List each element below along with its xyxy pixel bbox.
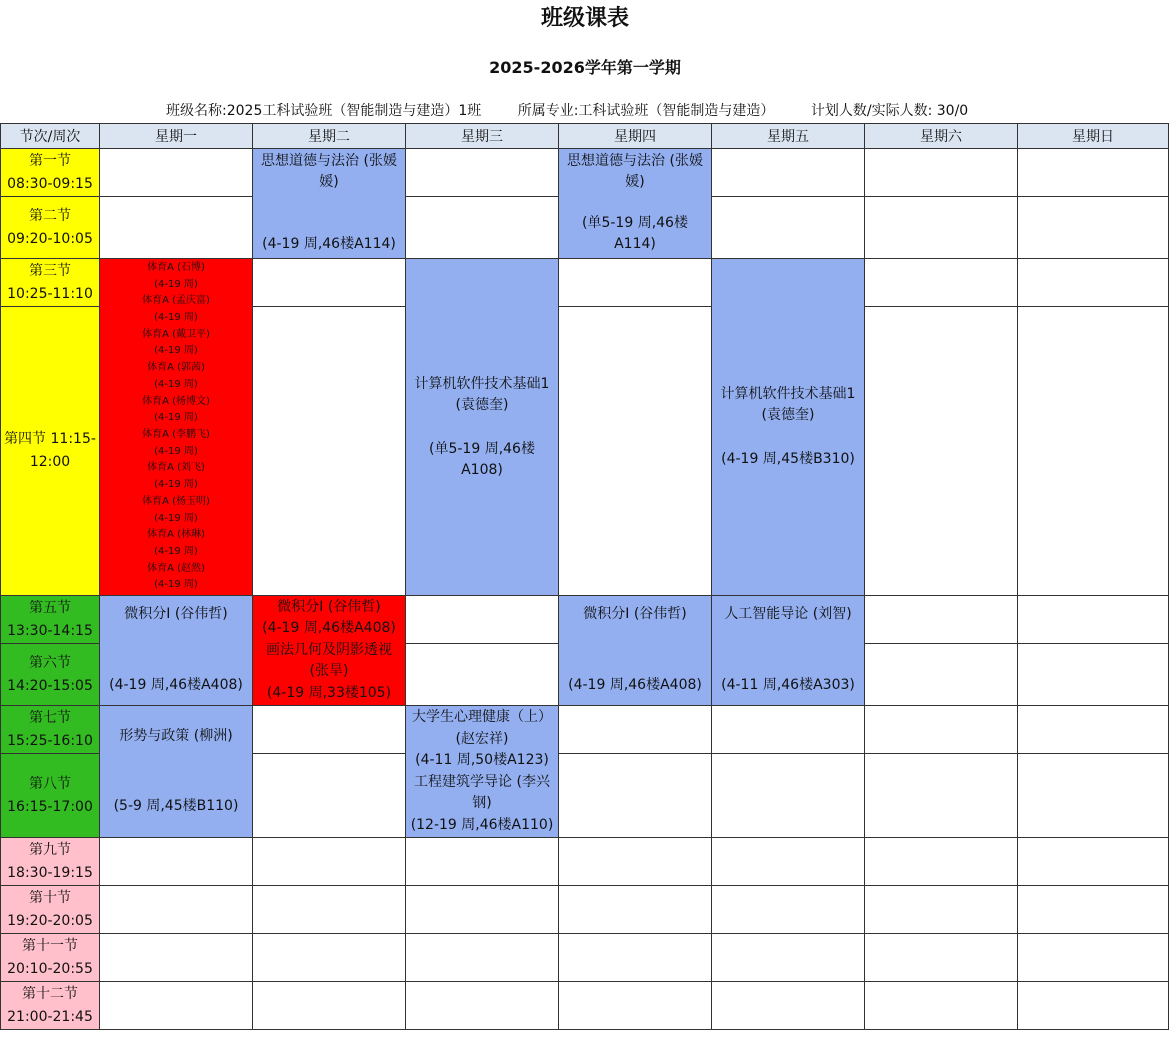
course-cell[interactable] <box>406 259 559 596</box>
empty-slot[interactable] <box>865 596 1018 644</box>
empty-slot[interactable] <box>100 149 253 197</box>
period-row <box>1 838 1169 886</box>
empty-slot[interactable] <box>712 982 865 1030</box>
empty-slot[interactable] <box>712 934 865 982</box>
empty-slot[interactable] <box>253 886 406 934</box>
course-name: 计算机软件技术基础1 (袁德奎) <box>414 375 550 413</box>
period-label: 第五节 13:30-14:15 <box>1 596 100 644</box>
course-name: 思想道德与法治 (张媛媛) <box>567 153 703 190</box>
period-row <box>1 596 1169 644</box>
empty-slot[interactable] <box>865 838 1018 886</box>
headcount: 计划人数/实际人数: 30/0 <box>810 103 969 119</box>
course-detail: (4-11 周,46楼A303) <box>721 677 855 693</box>
course-detail: (4-19 周) <box>154 278 198 290</box>
period-label: 第四节 11:15- 12:00 <box>1 307 100 596</box>
empty-slot[interactable] <box>253 754 406 838</box>
empty-slot[interactable] <box>1018 596 1169 644</box>
empty-slot[interactable] <box>406 934 559 982</box>
empty-slot[interactable] <box>253 838 406 886</box>
empty-slot[interactable] <box>865 149 1018 197</box>
day-header-wed: 星期三 <box>406 124 559 149</box>
course-name: 思想道德与法治 (张媛媛) <box>261 153 397 190</box>
course-detail: (4-19 周,46楼A114) <box>262 236 396 252</box>
course-detail: (4-19 周) <box>154 445 198 457</box>
empty-slot[interactable] <box>865 197 1018 259</box>
course-detail: (4-19 周,46楼A408) <box>109 677 243 693</box>
course-name: 体育A (杨玉明) <box>142 495 210 507</box>
timetable <box>0 123 1169 1030</box>
empty-slot[interactable] <box>559 886 712 934</box>
course-detail: (4-19 周) <box>154 345 198 357</box>
course-name: 体育A (赵然) <box>147 562 205 574</box>
course-name: 画法几何及阴影透视 <box>266 641 392 658</box>
course-detail: (4-19 周) <box>154 312 198 324</box>
empty-slot[interactable] <box>100 982 253 1030</box>
empty-slot[interactable] <box>406 982 559 1030</box>
empty-slot[interactable] <box>1018 307 1169 596</box>
empty-slot[interactable] <box>406 596 559 644</box>
empty-slot[interactable] <box>559 754 712 838</box>
class-info <box>166 101 968 121</box>
day-header-thu: 星期四 <box>559 124 712 149</box>
course-name: 钢) <box>472 795 492 811</box>
course-detail: (12-19 周,46楼A110) <box>410 816 554 833</box>
empty-slot[interactable] <box>865 307 1018 596</box>
course-detail: (4-19 周) <box>154 545 198 557</box>
empty-slot[interactable] <box>712 706 865 754</box>
empty-slot[interactable] <box>1018 754 1169 838</box>
empty-slot[interactable] <box>865 754 1018 838</box>
period-label: 第十节 19:20-20:05 <box>1 886 100 934</box>
empty-slot[interactable] <box>865 259 1018 307</box>
period-label: 第二节 09:20-10:05 <box>1 197 100 259</box>
period-label: 第十二节 21:00-21:45 <box>1 982 100 1030</box>
empty-slot[interactable] <box>253 934 406 982</box>
period-label: 第九节 18:30-19:15 <box>1 838 100 886</box>
empty-slot[interactable] <box>559 706 712 754</box>
course-name: 体育A (杨博文) <box>142 395 210 407</box>
empty-slot[interactable] <box>1018 886 1169 934</box>
course-name: 工程建筑学导论 (李兴 <box>414 773 550 790</box>
empty-slot[interactable] <box>253 706 406 754</box>
empty-slot[interactable] <box>712 149 865 197</box>
period-label: 第十一节 20:10-20:55 <box>1 934 100 982</box>
empty-slot[interactable] <box>1018 934 1169 982</box>
course-cell[interactable] <box>559 596 712 706</box>
empty-slot[interactable] <box>406 149 559 197</box>
class-name: 班级名称:2025工科试验班（智能制造与建造）1班 <box>166 103 482 119</box>
course-name: 体育A (戴卫平) <box>142 328 210 340</box>
major: 所属专业:工科试验班（智能制造与建造） <box>517 103 775 119</box>
period-label: 第七节 15:25-16:10 <box>1 706 100 754</box>
course-cell[interactable] <box>100 596 253 706</box>
course-cell-conflict[interactable] <box>253 596 406 706</box>
course-cell[interactable] <box>559 149 712 259</box>
course-name: 微积分I (谷伟哲) <box>277 598 381 615</box>
day-header-tue: 星期二 <box>253 124 406 149</box>
period-label: 第三节 10:25-11:10 <box>1 259 100 307</box>
day-header-mon: 星期一 <box>100 124 253 149</box>
course-detail: (4-19 周,46楼A408) <box>262 620 396 637</box>
empty-slot[interactable] <box>406 197 559 259</box>
course-detail: (单5-19 周,46楼A114) <box>582 215 688 252</box>
course-detail: (4-19 周,45楼B310) <box>721 451 855 467</box>
period-row <box>1 934 1169 982</box>
course-detail: (4-19 周) <box>154 579 198 591</box>
header-row <box>1 124 1169 149</box>
empty-slot[interactable] <box>1018 706 1169 754</box>
course-name: 体育A (林琳) <box>147 529 205 541</box>
term-subtitle: 2025-2026学年第一学期 <box>489 58 681 77</box>
course-detail: (4-11 周,50楼A123) <box>415 752 549 768</box>
course-cell-conflict[interactable] <box>100 259 253 596</box>
day-header-sun: 星期日 <box>1018 124 1169 149</box>
empty-slot[interactable] <box>253 307 406 596</box>
course-detail: (4-19 周) <box>154 378 198 390</box>
empty-slot[interactable] <box>1018 197 1169 259</box>
empty-slot[interactable] <box>253 259 406 307</box>
empty-slot[interactable] <box>1018 982 1169 1030</box>
period-row <box>1 259 1169 307</box>
course-name: 微积分I (谷伟哲) <box>124 606 228 622</box>
course-cell[interactable] <box>712 596 865 706</box>
empty-slot[interactable] <box>559 934 712 982</box>
empty-slot[interactable] <box>406 886 559 934</box>
course-name: 体育A (李鹏飞) <box>142 429 210 440</box>
course-detail: (4-19 周) <box>154 512 198 524</box>
course-cell[interactable] <box>712 259 865 596</box>
empty-slot[interactable] <box>406 644 559 706</box>
course-name: 体育A (刘飞) <box>147 462 205 474</box>
course-name: 形势与政策 (柳洲) <box>119 728 233 744</box>
course-detail: (单5-19 周,46楼A108) <box>429 440 535 478</box>
empty-slot[interactable] <box>712 838 865 886</box>
period-row <box>1 982 1169 1030</box>
course-detail: (5-9 周,45楼B110) <box>113 798 239 814</box>
empty-slot[interactable] <box>865 934 1018 982</box>
course-name: (赵宏祥) <box>455 730 509 747</box>
empty-slot[interactable] <box>559 307 712 596</box>
empty-slot[interactable] <box>712 197 865 259</box>
empty-slot[interactable] <box>100 838 253 886</box>
day-header-fri: 星期五 <box>712 124 865 149</box>
course-name: 体育A (孟庆富) <box>142 295 210 307</box>
period-row <box>1 149 1169 197</box>
page-title: 班级课表 <box>540 6 629 31</box>
empty-slot[interactable] <box>253 982 406 1030</box>
empty-slot[interactable] <box>559 982 712 1030</box>
empty-slot[interactable] <box>100 886 253 934</box>
empty-slot[interactable] <box>559 259 712 307</box>
period-label: 第六节 14:20-15:05 <box>1 644 100 706</box>
empty-slot[interactable] <box>1018 149 1169 197</box>
course-cell[interactable] <box>406 706 559 838</box>
empty-slot[interactable] <box>1018 259 1169 307</box>
empty-slot[interactable] <box>406 838 559 886</box>
course-cell[interactable] <box>253 149 406 259</box>
empty-slot[interactable] <box>712 754 865 838</box>
day-header-sat: 星期六 <box>865 124 1018 149</box>
course-detail: (4-19 周) <box>154 479 198 491</box>
empty-slot[interactable] <box>559 838 712 886</box>
empty-slot[interactable] <box>712 886 865 934</box>
course-cell[interactable] <box>100 706 253 838</box>
course-detail: (4-19 周,46楼A408) <box>568 677 702 693</box>
empty-slot[interactable] <box>865 982 1018 1030</box>
course-name: 体育A (石博) <box>147 261 205 273</box>
empty-slot[interactable] <box>100 197 253 259</box>
period-row <box>1 886 1169 934</box>
course-name: 大学生心理健康（上） <box>412 709 552 725</box>
period-label: 第八节 16:15-17:00 <box>1 754 100 838</box>
empty-slot[interactable] <box>1018 838 1169 886</box>
period-row <box>1 706 1169 754</box>
empty-slot[interactable] <box>865 644 1018 706</box>
period-label: 第一节 08:30-09:15 <box>1 149 100 197</box>
course-name: 微积分I (谷伟哲) <box>583 606 687 622</box>
course-name: (张旱) <box>309 663 349 680</box>
course-detail: (4-19 周,33楼105) <box>266 684 392 701</box>
empty-slot[interactable] <box>1018 644 1169 706</box>
empty-slot[interactable] <box>100 934 253 982</box>
course-name: 计算机软件技术基础1 (袁德奎) <box>720 386 856 423</box>
course-name: 体育A (郭茜) <box>147 362 205 374</box>
empty-slot[interactable] <box>865 706 1018 754</box>
corner-header: 节次/周次 <box>1 124 100 149</box>
empty-slot[interactable] <box>865 886 1018 934</box>
course-name: 人工智能导论 (刘智) <box>724 606 852 622</box>
course-detail: (4-19 周) <box>154 412 198 424</box>
